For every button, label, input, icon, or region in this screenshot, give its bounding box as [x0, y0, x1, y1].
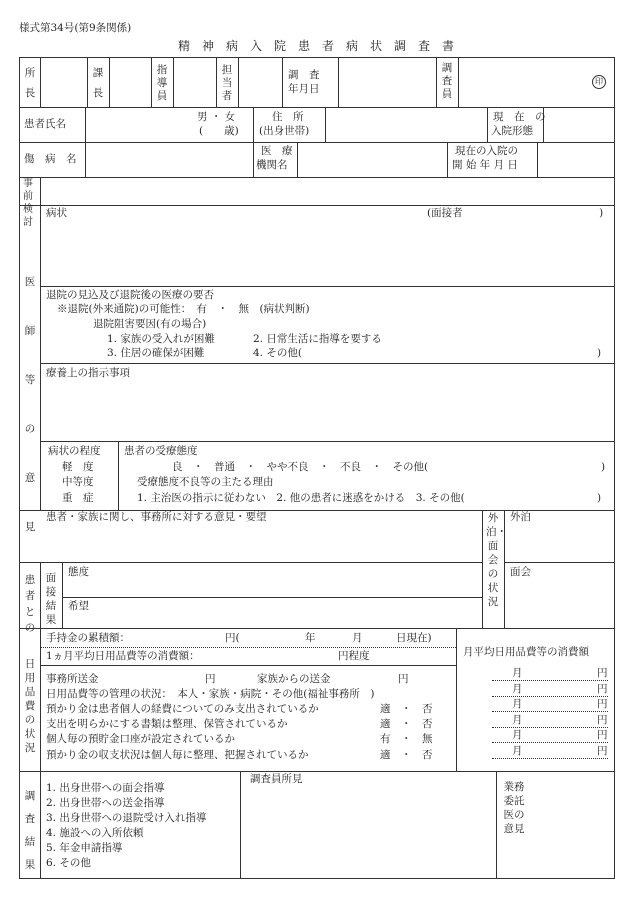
savings-month: 月	[352, 632, 363, 644]
treatment-attitude-label: 患者の受療態度	[124, 445, 198, 457]
person-in-charge-label: 担当者	[221, 64, 233, 102]
monthly-row-month: 月	[512, 744, 523, 757]
outing-label: 外泊	[510, 511, 531, 523]
result-item: 6. その他	[46, 857, 91, 869]
survey-date-label: 調 査 年月日	[288, 69, 320, 95]
symptom-label: 病状	[46, 207, 67, 219]
monthly-row-yen: 円	[597, 698, 608, 710]
monthly-row-underline	[492, 696, 608, 697]
question-2: 支出を明らかにする書類は整理、保管されているか	[46, 718, 288, 730]
family-remit-label: 家族からの送金	[257, 673, 331, 685]
monthly-avg-about: 円程度	[338, 650, 370, 662]
interview-section-label: 患者との	[24, 574, 36, 634]
instructor-label: 指導員	[156, 64, 168, 102]
monthly-row-yen: 円	[597, 729, 608, 741]
visit-label: 面会	[510, 566, 531, 578]
monthly-row-underline	[492, 758, 608, 759]
sex-field: 男 ・ 女	[197, 111, 236, 123]
section-chief-label: 課長	[92, 67, 104, 99]
attitude-close: )	[601, 461, 606, 473]
address-label: 住 所	[272, 111, 304, 123]
degree-moderate: 中等度	[62, 476, 94, 488]
outing-visit-status-label: 外泊・面会の状況	[486, 512, 507, 608]
monthly-row-month: 月	[512, 698, 523, 710]
admission-start-label-2: 開 始 年 月 日	[452, 159, 518, 171]
seal-mark: 印	[592, 75, 606, 89]
patient-name-label: 患者氏名	[24, 118, 66, 130]
interview-result-label: 面接結果	[45, 572, 57, 626]
monthly-row-underline	[492, 711, 608, 712]
institution-label-2: 機関名	[256, 159, 288, 171]
result-item: 1. 出身世帯への面会指導	[46, 782, 165, 794]
question-3-answer: 有 ・ 無	[380, 733, 433, 745]
result-item: 2. 出身世帯への送金指導	[46, 797, 165, 809]
family-remit-yen: 円	[398, 673, 409, 685]
degree-label: 病状の程度	[48, 445, 101, 457]
doctor-opinion-label: 医師等の意見	[24, 276, 36, 533]
monthly-row-underline	[492, 680, 608, 681]
monthly-row-yen: 円	[597, 682, 608, 695]
office-remit-label: 事務所送金	[46, 673, 99, 685]
discharge-possibility: ※退院(外来通院)の可能性： 有 ・ 無 (病状判断)	[57, 303, 310, 315]
discharge-title: 退院の見込及び退院後の医療の要否	[46, 289, 214, 301]
monthly-row-yen: 円	[597, 713, 608, 726]
question-1: 預かり金は患者個人の経費についてのみ支出されているか	[46, 703, 319, 715]
question-3: 個人毎の預貯金口座が設定されているか	[46, 733, 235, 745]
savings-year: 年	[305, 632, 316, 644]
monthly-row-month: 月	[512, 667, 523, 679]
bad-attitude-reason-label: 受療態度不良等の主たる理由	[137, 476, 274, 488]
result-item: 3. 出身世帯への退院受け入れ指導	[46, 812, 207, 824]
obstacle-2: 2. 日常生活に指導を要する	[253, 333, 382, 345]
admission-form-label-2: 入院形態	[491, 125, 533, 137]
obstacle-1: 1. 家族の受入れが困難	[107, 333, 215, 345]
monthly-avg-label: 1ヵ月平均日用品費等の消費額：	[46, 650, 200, 662]
monthly-row-month: 月	[512, 729, 523, 741]
monthly-row-yen: 円	[597, 744, 608, 757]
interview-wish-label: 希望	[68, 600, 89, 612]
care-instruction-label: 療養上の指示事項	[46, 367, 130, 379]
savings-yen: 円(	[225, 632, 240, 644]
question-4-answer: 適 ・ 否	[380, 749, 433, 761]
interviewer-field: (面接者 )	[427, 207, 604, 219]
commission-doctor-opinion-label: 業務委託医の意見	[503, 781, 525, 835]
savings-day-now: 日現在)	[396, 632, 432, 644]
form-number: 様式第34号(第9条関係)	[19, 22, 132, 34]
result-item: 5. 年金申請指導	[46, 842, 123, 854]
investigator-label: 調査員	[441, 62, 453, 100]
obstacle-4-close: )	[597, 347, 602, 359]
degree-severe: 重 症	[62, 492, 94, 504]
admission-start-label: 現在の入院の	[455, 145, 518, 157]
monthly-row-month: 月	[512, 713, 523, 726]
savings-label: 手持金の累積額：	[46, 632, 130, 644]
age-field: ( 歳)	[199, 125, 239, 137]
document-title: 精 神 病 入 院 患 者 病 状 調 査 書	[178, 39, 455, 53]
question-1-answer: 適 ・ 否	[380, 703, 433, 715]
discharge-obstacle-label: 退院阻害要因(有の場合)	[93, 318, 207, 330]
monthly-row-underline	[492, 727, 608, 728]
investigator-view-label: 調査員所見	[250, 773, 303, 785]
question-4: 預かり金の収支状況は個人毎に整理、把握されているか	[46, 749, 309, 761]
survey-result-label: 調査結果	[24, 790, 36, 871]
result-item: 4. 施設への入所依頼	[46, 827, 144, 839]
question-2-answer: 適 ・ 否	[380, 718, 433, 730]
opinion-label: 患者・家族に関し、事務所に対する意見・要望	[46, 511, 267, 523]
attitude-options: 良 ・ 普通 ・ やや不良 ・ 不良 ・ その他(	[172, 461, 429, 473]
interview-attitude-label: 態度	[68, 566, 89, 578]
obstacle-4: 4. その他(	[253, 347, 302, 359]
office-remit-yen: 円	[205, 673, 216, 685]
monthly-consumption-title: 月平均日用品費等の消費額	[463, 646, 589, 658]
director-label: 所長	[24, 67, 36, 99]
disease-label: 傷 病 名	[24, 153, 77, 165]
daily-goods-section-label: 日用品費の状況	[24, 658, 36, 754]
reasons-close: )	[597, 492, 602, 504]
monthly-row-month: 月	[512, 682, 523, 695]
bad-attitude-reasons: 1. 主治医の指示に従わない 2. 他の患者に迷惑をかける 3. その他(	[137, 492, 465, 504]
institution-label: 医 療	[261, 145, 293, 157]
monthly-row-yen: 円	[597, 667, 608, 679]
address-sub-label: (出身世帯)	[259, 125, 310, 137]
obstacle-3: 3. 住居の確保が困難	[107, 347, 205, 359]
pre-exam-label: 事前検討	[23, 178, 33, 228]
monthly-row-underline	[492, 742, 608, 743]
admission-form-label: 現 在 の	[493, 111, 546, 123]
management-status: 日用品費等の管理の状況： 本人・家族・病院・その他(福祉事務所 )	[46, 688, 375, 700]
degree-mild: 軽 度	[62, 461, 94, 473]
